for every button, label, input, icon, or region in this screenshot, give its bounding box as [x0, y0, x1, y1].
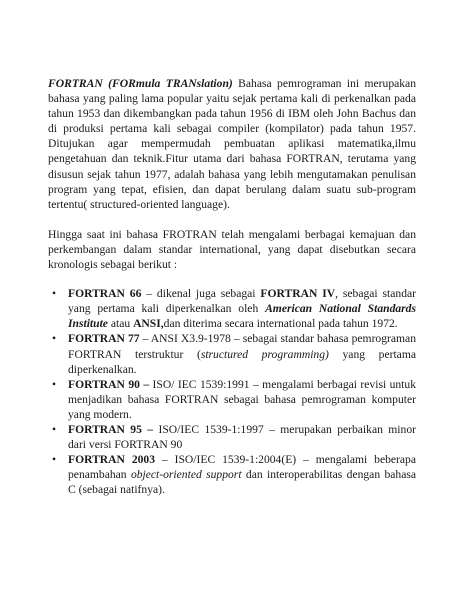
fortran-title: FORTRAN (FORmula TRANslation): [48, 77, 233, 90]
version-text: atau: [107, 317, 134, 331]
version-text: – ISO/IEC 1539-1:2004(E) – mengalami beberapa penambahan: [68, 453, 416, 482]
version-text: – dikenal juga sebagai: [141, 287, 261, 301]
version-name: FORTRAN 66: [68, 287, 142, 301]
version-text: , sebagai standar yang pertama kali diperkenalkan oleh: [68, 287, 416, 316]
version-text: ISO/ IEC 1539:1991 – mengalami berbagai revisi untuk menjadikan bahasa FORTRAN sebagai bahasa pemrograman komputer yang modern.: [68, 377, 416, 421]
paragraph-chronology: Hingga saat ini bahasa FROTRAN telah mengalami berbagai kemajuan dan perkembangan dalam standar international, yang dapat disebutkan secara kronologis sebagai berikut :: [48, 227, 416, 272]
version-name: FORTRAN 90 –: [68, 377, 150, 391]
institute-name: American National Standards Institute: [68, 302, 416, 331]
document-page: [48, 76, 416, 497]
bullet-icon: •: [52, 453, 57, 467]
list-item-fortran-2003: [48, 452, 416, 497]
list-item-fortran-77: [48, 331, 416, 376]
version-text: dan interoperabilitas dengan bahasa C (sebagai natifnya).: [68, 468, 417, 497]
version-text: yang pertama diperkenalkan.: [68, 347, 416, 376]
version-alias: FORTRAN IV: [260, 287, 336, 301]
version-name: FORTRAN 95 –: [68, 422, 154, 436]
bullet-icon: •: [52, 422, 57, 436]
list-item-fortran-90: [48, 377, 416, 422]
version-italic: object-oriented support: [130, 468, 242, 482]
paragraph-intro: [48, 76, 416, 212]
version-name: FORTRAN 2003: [68, 453, 156, 467]
intro-text: Bahasa pemrograman ini merupakan bahasa yang paling lama popular yaitu sejak pertama kali di perkenalkan pada tahun 1953 dan dikembangkan pada tahun 1956 di IBM oleh John Bachus dan di produksi pertama kali sebagai compiler (kompilator) pada tahun 1957. Ditujukan agar mempermudah pembuatan aplikasi matematika,ilmu pengetahuan dan teknik.Fitur utama dari bahasa FORTRAN, terutama yang disusun sejak tahun 1977, adalah bahasa yang lebih mengutamakan penulisan program yang tepat, efisien, dan dapat berulang dalam suatu sub-program tertentu( structured-oriented language).: [48, 77, 416, 211]
bullet-icon: •: [52, 287, 57, 301]
version-italic: structured programming): [200, 347, 329, 361]
bullet-icon: •: [52, 332, 57, 346]
ansi-label: ANSI,: [133, 317, 164, 331]
version-name: FORTRAN 77: [68, 332, 140, 346]
list-item-fortran-95: [48, 422, 416, 452]
version-list: [48, 286, 416, 497]
version-text: ISO/IEC 1539-1:1997 – merupakan perbaikan minor dari versi FORTRAN 90: [68, 422, 416, 452]
bullet-icon: •: [52, 377, 57, 391]
version-text: – ANSI X3.9-1978 – sebagai standar bahasa pemrograman FORTRAN terstruktur (: [68, 332, 416, 361]
list-item-fortran-66: [48, 286, 416, 331]
version-text: dan diterima secara international pada tahun 1972.: [163, 317, 398, 331]
